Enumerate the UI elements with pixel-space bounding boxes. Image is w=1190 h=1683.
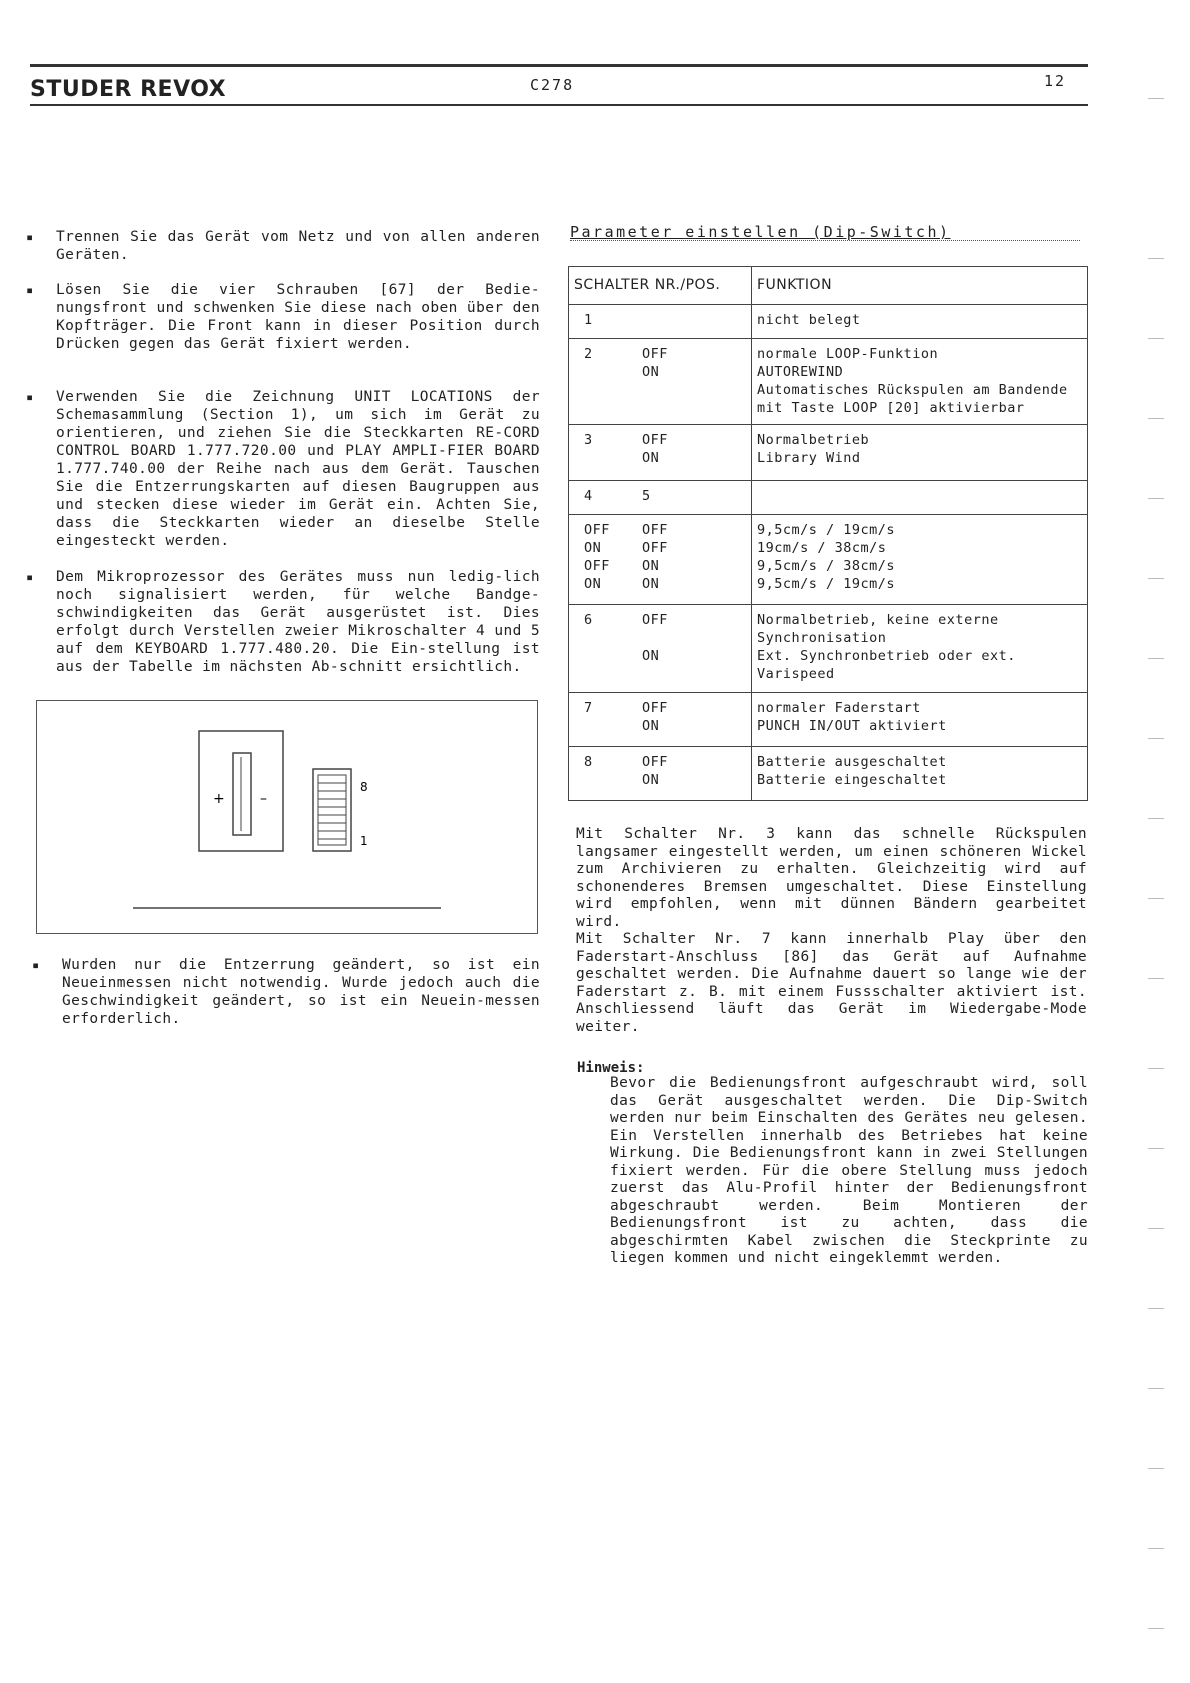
- function-cell: [752, 747, 1088, 801]
- table-row: [569, 515, 1088, 605]
- dip-label-top: 8: [360, 780, 368, 794]
- switch-cell: [569, 425, 752, 481]
- switch-line: [574, 753, 746, 771]
- switch-position: ON: [642, 718, 660, 734]
- switch-cell: [569, 339, 752, 425]
- table-row: [569, 481, 1088, 515]
- function-line: Varispeed: [757, 666, 835, 682]
- switch-number: OFF: [584, 558, 610, 574]
- function-line: Library Wind: [757, 450, 861, 466]
- switch-number: ON: [584, 540, 602, 556]
- diagram-drawing: [37, 701, 537, 933]
- switch-position: ON: [642, 648, 660, 664]
- header-switch: SCHALTER NR./POS.: [569, 267, 752, 305]
- switch-line: [574, 717, 746, 735]
- switch-line: [574, 431, 746, 449]
- switch-number: [574, 449, 642, 467]
- margin-mark: [1148, 98, 1164, 99]
- hinweis-text: Bevor die Bedienungsfront aufgeschraubt wird, soll das Gerät ausgeschaltet werden. Die Dip-Switch werden nur beim Einschalten des Gerätes neu gelesen. Ein Verstellen innerhalb des Betriebes hat keine Wirkung. Die Bedienungsfront kann in zwei Stellungen fixiert werden. Für die obere Stellung muss jedoch zuerst das Alu-Profil hinter der Bedienungsfront abgeschraubt werden. Beim Montieren der Bedienungsfront ist zu achten, dass die abgeschirmten Kabel zwischen die Steckprinte zu liegen kommen und nicht eingeklemmt werden.: [610, 1075, 1088, 1266]
- switch-position: OFF: [642, 612, 668, 628]
- function-line: 19cm/s / 38cm/s: [757, 540, 887, 556]
- bullet-item: ▪ Wurden nur die Entzerrung geändert, so ist ein Neueinmessen nicht notwendig. Wurde jedoch auch die Geschwindigkeit geändert, so ist ein Neuein-messen erforderlich.: [62, 956, 540, 1028]
- margin-mark: [1148, 338, 1164, 339]
- table-row: [569, 305, 1088, 339]
- section-title: Parameter einstellen (Dip-Switch): [570, 223, 951, 241]
- switch-position: OFF: [642, 540, 668, 556]
- switch-position: ON: [642, 772, 660, 788]
- margin-mark: [1148, 578, 1164, 579]
- switch-position: ON: [642, 558, 660, 574]
- function-line: normale LOOP-Funktion: [757, 346, 939, 362]
- switch-position: OFF: [642, 346, 668, 362]
- margin-mark: [1148, 1068, 1164, 1069]
- switch-position: [642, 629, 722, 647]
- page-number: 12: [1044, 72, 1067, 90]
- bullet-item: ▪ Verwenden Sie die Zeichnung UNIT LOCATIONS der Schemasammlung (Section 1), um sich im Gerät zu orientieren, und ziehen Sie die Steckkarten RE-CORD CONTROL BOARD 1.777.720.00 und PLAY AMPLI-FIER BOARD 1.777.740.00 der Reihe nach aus dem Gerät. Tauschen Sie die Entzerrungskarten auf diesen Baugruppen aus und stecken diese wieder im Gerät ein. Achten Sie, dass die Steckkarten wieder an dieselbe Stelle eingesteckt werden.: [56, 388, 540, 550]
- switch-cell: [569, 605, 752, 693]
- function-line: Automatisches Rückspulen am Bandende: [757, 382, 1068, 398]
- margin-mark: [1148, 1468, 1164, 1469]
- paragraph-switch-7: Mit Schalter Nr. 7 kann innerhalb Play über den Faderstart-Anschluss [86] das Gerät auf Aufnahme geschaltet werden. Die Aufnahme dauert so lange wie der Faderstart z. B. mit einem Fussschalter aktiviert ist. Anschliessend läuft das Gerät im Wiedergabe-Mode weiter.: [576, 931, 1087, 1035]
- switch-position: OFF: [642, 522, 668, 538]
- table-row: [569, 693, 1088, 747]
- switch-slot: [233, 753, 251, 835]
- table-row: [569, 747, 1088, 801]
- switch-line: [574, 557, 746, 575]
- switch-line: [574, 647, 746, 665]
- margin-mark: [1148, 978, 1164, 979]
- function-line: normaler Faderstart: [757, 700, 921, 716]
- switch-position: OFF: [642, 432, 668, 448]
- function-line: 9,5cm/s / 19cm/s: [757, 576, 896, 592]
- switch-line: [574, 539, 746, 557]
- plus-label: +: [213, 791, 225, 807]
- brand-logo: STUDER REVOX: [30, 77, 227, 102]
- margin-mark: [1148, 818, 1164, 819]
- margin-mark: [1148, 1388, 1164, 1389]
- switch-cell: [569, 515, 752, 605]
- switch-position: ON: [642, 364, 660, 380]
- header-rule-bottom: [30, 104, 1088, 106]
- margin-mark: [1148, 658, 1164, 659]
- margin-mark: [1148, 898, 1164, 899]
- switch-line: [574, 575, 746, 593]
- minus-label: –: [260, 791, 267, 807]
- header-function: FUNKTION: [752, 267, 1088, 305]
- function-line: Synchronisation: [757, 630, 887, 646]
- switch-number: [574, 363, 642, 381]
- switch-line: [574, 629, 746, 647]
- switch-number: [574, 629, 642, 647]
- switch-number: 8: [584, 754, 593, 770]
- dip-switch-positions: [318, 775, 346, 845]
- switch-position: ON: [642, 450, 660, 466]
- function-cell: [752, 305, 1088, 339]
- switch-position: OFF: [642, 700, 668, 716]
- switch-number: OFF: [584, 522, 610, 538]
- function-line: 9,5cm/s / 19cm/s: [757, 522, 896, 538]
- switch-position: OFF: [642, 754, 668, 770]
- dip-label-bottom: 1: [360, 834, 368, 848]
- function-line: AUTOREWIND: [757, 364, 844, 380]
- function-cell: [752, 605, 1088, 693]
- switch-number: ON: [584, 576, 602, 592]
- function-cell: [752, 481, 1088, 515]
- switch-line: [574, 771, 746, 789]
- dip-switch-diagram: [36, 700, 538, 934]
- margin-mark: [1148, 498, 1164, 499]
- margin-mark: [1148, 1228, 1164, 1229]
- bullet-item: ▪ Dem Mikroprozessor des Gerätes muss nun ledig-lich noch signalisiert werden, für welche Bandge-schwindigkeiten das Gerät ausgerüstet ist. Dies erfolgt durch Verstellen zweier Mikroschalter 4 und 5 auf dem KEYBOARD 1.777.480.20. Die Ein-stellung ist aus der Tabelle im nächsten Ab-schnitt ersichtlich.: [56, 568, 540, 676]
- function-line: PUNCH IN/OUT aktiviert: [757, 718, 947, 734]
- function-cell: [752, 425, 1088, 481]
- header-rule-top: [30, 64, 1088, 67]
- switch-number: [574, 771, 642, 789]
- function-cell: [752, 339, 1088, 425]
- switch-number: 2: [584, 346, 593, 362]
- switch-line: [574, 345, 746, 363]
- function-line: Normalbetrieb, keine externe: [757, 612, 999, 628]
- margin-mark: [1148, 418, 1164, 419]
- table-row: [569, 339, 1088, 425]
- switch-number: 1: [584, 312, 593, 328]
- switch-cell: [569, 305, 752, 339]
- margin-mark: [1148, 1148, 1164, 1149]
- function-cell: [752, 693, 1088, 747]
- table-header-row: [569, 267, 1088, 305]
- bullet-item: ▪ Lösen Sie die vier Schrauben [67] der Bedie-nungsfront und schwenken Sie diese nach oben über den Kopfträger. Die Front kann in dieser Position durch Drücken gegen das Gerät fixiert werden.: [56, 281, 540, 353]
- function-line: Normalbetrieb: [757, 432, 870, 448]
- switch-line: [574, 311, 746, 329]
- switch-position: 5: [642, 488, 651, 504]
- switch-number: 4: [584, 488, 593, 504]
- function-line: Batterie eingeschaltet: [757, 772, 947, 788]
- switch-line: [574, 363, 746, 381]
- margin-mark: [1148, 1308, 1164, 1309]
- switch-number: 6: [584, 612, 593, 628]
- switch-line: [574, 487, 746, 505]
- switch-position: [642, 311, 722, 329]
- table-body: [569, 305, 1088, 801]
- switch-number: 7: [584, 700, 593, 716]
- function-cell: [752, 515, 1088, 605]
- margin-mark: [1148, 258, 1164, 259]
- section-title-rule: [570, 240, 1080, 241]
- model-number: C278: [530, 76, 575, 94]
- paragraph-switch-3: Mit Schalter Nr. 3 kann das schnelle Rückspulen langsamer eingestellt werden, um einen schöneren Wickel zum Archivieren zu erhalten. Gleichzeitig wird auf schonenderes Bremsen umgeschaltet. Diese Einstellung wird empfohlen, wenn mit dünnen Bändern gearbeitet wird.: [576, 826, 1087, 930]
- margin-mark: [1148, 738, 1164, 739]
- switch-cell: [569, 693, 752, 747]
- dip-switch-table: [568, 266, 1088, 801]
- switch-line: [574, 699, 746, 717]
- margin-mark: [1148, 1628, 1164, 1629]
- table-row: [569, 425, 1088, 481]
- hinweis-label: Hinweis:: [577, 1060, 645, 1076]
- switch-number: [574, 717, 642, 735]
- switch-cell: [569, 481, 752, 515]
- bullet-item: ▪ Trennen Sie das Gerät vom Netz und von allen anderen Geräten.: [56, 228, 540, 264]
- switch-cell: [569, 747, 752, 801]
- margin-mark: [1148, 1548, 1164, 1549]
- switch-number: [574, 647, 642, 665]
- switch-line: [574, 521, 746, 539]
- function-line: Batterie ausgeschaltet: [757, 754, 947, 770]
- switch-position: ON: [642, 576, 660, 592]
- switch-line: [574, 611, 746, 629]
- function-line: Ext. Synchronbetrieb oder ext.: [757, 648, 1016, 664]
- switch-number: 3: [584, 432, 593, 448]
- switch-line: [574, 449, 746, 467]
- function-line: mit Taste LOOP [20] aktivierbar: [757, 400, 1025, 416]
- table-row: [569, 605, 1088, 693]
- function-line: 9,5cm/s / 38cm/s: [757, 558, 896, 574]
- function-line: nicht belegt: [757, 312, 861, 328]
